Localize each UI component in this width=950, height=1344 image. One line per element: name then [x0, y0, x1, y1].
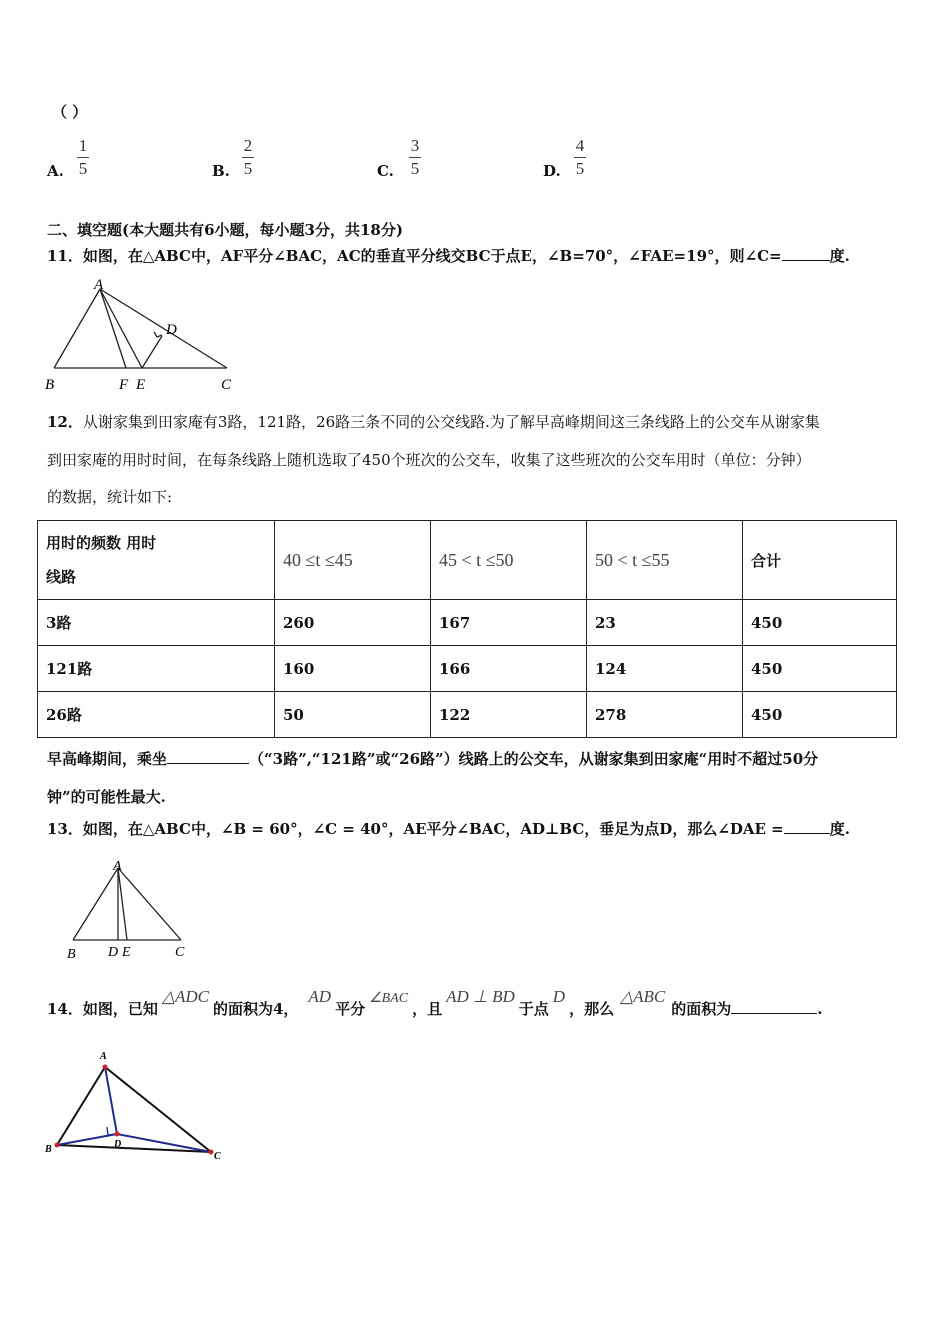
corner-top-label: 用时的频数 用时: [46, 534, 157, 552]
column-header: 45 < t ≤50: [431, 521, 587, 600]
question-12-line-1: [47, 412, 820, 432]
value-cell: 166: [431, 646, 587, 692]
q14-triangle-figure: [40, 1042, 240, 1167]
table-row: [38, 692, 897, 738]
question-text: ，且: [412, 1000, 443, 1018]
table-corner-cell: [38, 521, 275, 600]
option-d-label[interactable]: D.: [543, 162, 561, 180]
answer-text: （“3路”,“121路”或“26路”）线路上的公交车，从谢家集到田家庵“用时不超过50分: [249, 750, 819, 768]
question-text-end: 度.: [829, 247, 850, 265]
math-expression: ∠BAC: [369, 991, 409, 1006]
question-text: 的面积为4，: [212, 1000, 299, 1018]
vertex-label-e: E: [136, 377, 146, 393]
value-cell: 50: [275, 692, 431, 738]
math-expression: D: [552, 987, 566, 1006]
question-number: 13．: [47, 820, 83, 838]
answer-blank[interactable]: [167, 749, 249, 764]
point-b: [55, 1143, 60, 1148]
numerator: 2: [243, 136, 253, 155]
fraction-bar: [409, 157, 421, 158]
option-a-label[interactable]: A.: [47, 162, 64, 180]
question-12-answer-line-1: [47, 749, 818, 769]
vertex-label-b: B: [67, 947, 76, 962]
vertex-label-e: E: [122, 945, 131, 960]
option-c-label[interactable]: C.: [377, 162, 394, 180]
vertex-label-c: C: [221, 377, 232, 393]
math-expression: △ABC: [620, 987, 666, 1006]
question-text: ，那么: [569, 1000, 615, 1018]
frequency-table: [37, 520, 897, 738]
q13-triangle-figure: [60, 856, 200, 964]
fraction-bar: [242, 157, 254, 158]
numerator: 1: [78, 136, 88, 155]
option-c-fraction: [408, 137, 422, 178]
vertex-label-a: A: [94, 277, 104, 293]
section-heading: 二、填空题(本大题共有6小题，每小题3分，共18分): [47, 221, 403, 239]
numerator: 3: [410, 136, 420, 155]
question-text: 的面积为: [671, 1000, 732, 1018]
question-12-line-3: 的数据，统计如下:: [47, 488, 173, 506]
value-cell: 278: [587, 692, 743, 738]
answer-blank[interactable]: [731, 999, 817, 1014]
table-header-row: [38, 521, 897, 600]
route-cell: 3路: [38, 600, 275, 646]
question-text: 从谢家集到田家庵有3路，121路，26路三条不同的公交线路.为了解早高峰期间这三条线路上的公交车从谢家集: [82, 413, 820, 431]
answer-blank[interactable]: [784, 819, 830, 834]
vertex-label-f: F: [119, 377, 129, 393]
question-11: [47, 246, 850, 266]
question-12-line-2: 到田家庵的用时时间，在每条线路上随机选取了450个班次的公交车，收集了这些班次的公交车用时（单位：分钟）: [47, 451, 811, 469]
vertex-label-d: D: [108, 945, 119, 960]
vertex-label-c: C: [214, 1151, 221, 1162]
vertex-label-c: C: [175, 945, 185, 960]
question-text-end: 度.: [829, 820, 850, 838]
question-14: [47, 987, 823, 1021]
option-b-label[interactable]: B.: [212, 162, 230, 180]
numerator: 4: [575, 136, 585, 155]
value-cell: 450: [743, 600, 897, 646]
question-number: 12．: [47, 413, 83, 431]
denominator: 5: [78, 159, 88, 178]
vertex-label-b: B: [45, 1144, 52, 1155]
table-row: [38, 600, 897, 646]
route-cell: 121路: [38, 646, 275, 692]
denominator: 5: [575, 159, 585, 178]
point-a: [103, 1065, 108, 1070]
vertex-label-b: B: [45, 377, 55, 393]
math-expression: AD: [308, 987, 332, 1006]
vertex-label-a: A: [113, 859, 122, 874]
value-cell: 260: [275, 600, 431, 646]
corner-bottom-label: 线路: [46, 568, 77, 586]
value-cell: 124: [587, 646, 743, 692]
vertex-label-a: A: [100, 1051, 107, 1062]
option-b-fraction: [241, 137, 255, 178]
question-text: 于点: [518, 1000, 549, 1018]
value-cell: 450: [743, 646, 897, 692]
value-cell: 167: [431, 600, 587, 646]
answer-paren: （ ）: [52, 103, 88, 121]
fraction-bar: [77, 157, 89, 158]
route-cell: 26路: [38, 692, 275, 738]
question-text: 平分: [335, 1000, 366, 1018]
column-header: 50 < t ≤55: [587, 521, 743, 600]
value-cell: 23: [587, 600, 743, 646]
answer-blank[interactable]: [782, 246, 830, 261]
question-text: 如图，在△ABC中，AF平分∠BAC，AC的垂直平分线交BC于点E，∠B=70°，∠FAE=19°，则∠C=: [82, 247, 782, 265]
value-cell: 160: [275, 646, 431, 692]
point-d: [115, 1132, 120, 1137]
answer-text: 早高峰期间，乘坐: [47, 750, 168, 768]
value-cell: 122: [431, 692, 587, 738]
question-number: 14．: [47, 1000, 83, 1018]
column-header: 40 ≤t ≤45: [275, 521, 431, 600]
question-text: 如图，已知: [82, 1000, 158, 1018]
point-c: [209, 1150, 214, 1155]
vertex-label-d: D: [166, 322, 177, 338]
question-text-end: .: [817, 1000, 823, 1018]
denominator: 5: [410, 159, 420, 178]
question-12-answer-line-2: 钟”的可能性最大.: [47, 788, 166, 806]
q11-triangle-figure: [40, 276, 250, 400]
question-number: 11．: [47, 247, 83, 265]
math-expression: △ADC: [161, 987, 209, 1006]
math-expression: AD ⊥ BD: [446, 987, 515, 1006]
denominator: 5: [243, 159, 253, 178]
question-13: [47, 819, 850, 839]
option-d-fraction: [573, 137, 587, 178]
table-row: [38, 646, 897, 692]
column-header: 合计: [743, 521, 897, 600]
question-text: 如图，在△ABC中，∠B = 60°，∠C = 40°，AE平分∠BAC，AD⊥BC，垂足为点D，那么∠DAE =: [82, 820, 784, 838]
fraction-bar: [574, 157, 586, 158]
value-cell: 450: [743, 692, 897, 738]
option-a-fraction: [76, 137, 90, 178]
vertex-label-d: D: [114, 1139, 122, 1150]
